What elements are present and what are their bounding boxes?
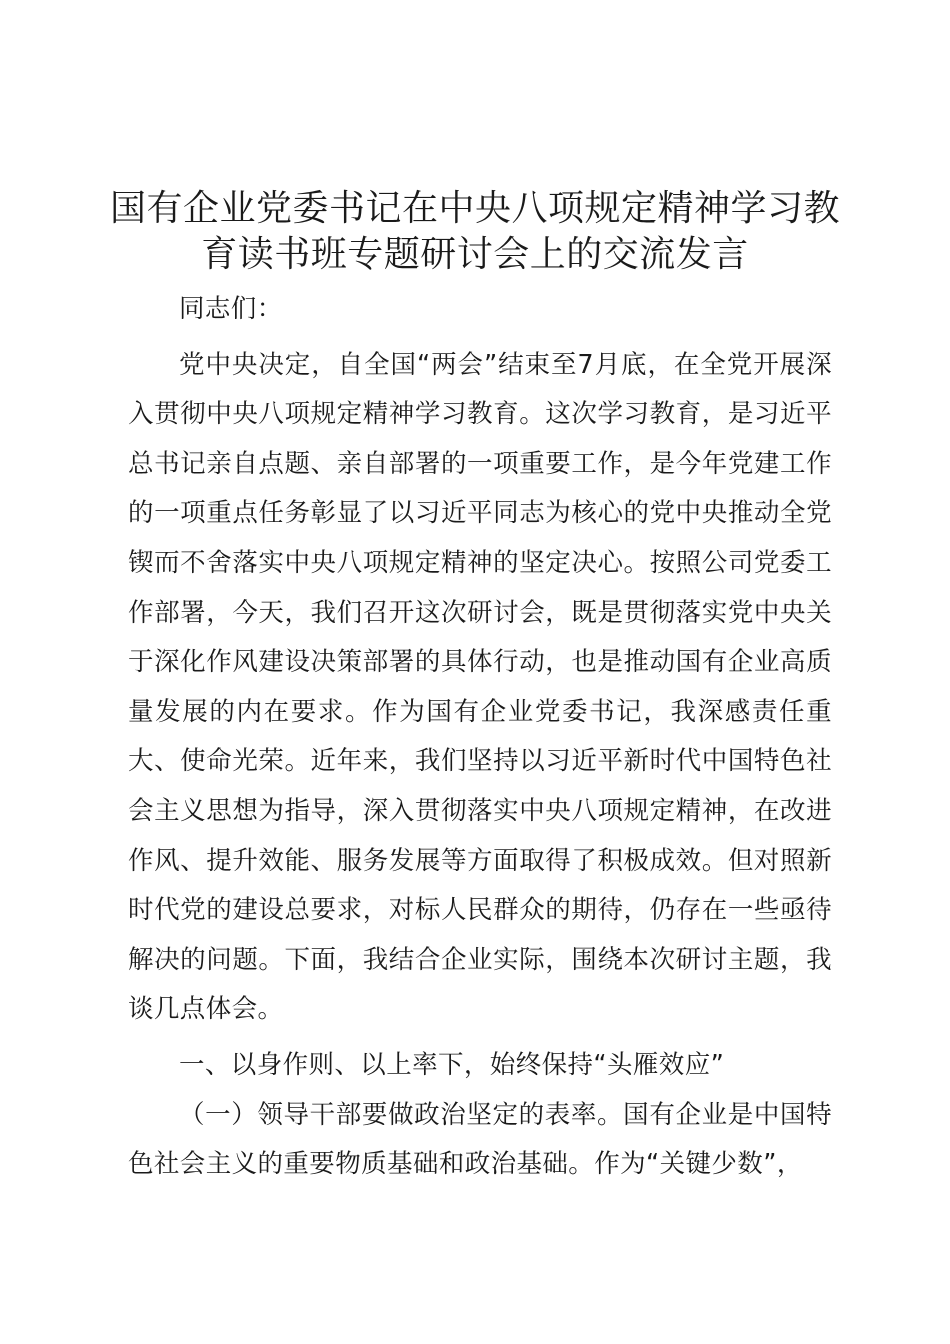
document-title: 国有企业党委书记在中央八项规定精神学习教育读书班专题研讨会上的交流发言 <box>109 188 840 275</box>
intro-paragraph: 党中央决定，自全国“两会”结束至7月底，在全党开展深入贯彻中央八项规定精神学习教育。这次学习教育，是习近平总书记亲自点题、亲自部署的一项重要工作，是今年党建工作的一项重点任务彰显了以习近平同志为核心的党中央推动全党锲而不舍落实中央八项规定精神的坚定决心。按照公司党委工作部署，今天，我们召开这次研讨会，既是贯彻落实党中央关于深化作风建设决策部署的具体行动，也是推动国有企业高质量发展的内在要求。作为国有企业党委书记，我深感责任重大、使命光荣。近年来，我们坚持以习近平新时代中国特色社会主义思想为指导，深入贯彻落实中央八项规定精神，在改进作风、提升效能、服务发展等方面取得了积极成效。但对照新时代党的建设总要求，对标人民群众的期待，仍存在一些亟待解决的问题。下面，我结合企业实际，围绕本次研讨主题，我谈几点体会。 <box>128 349 832 1025</box>
subsection-paragraph: （一）领导干部要做政治坚定的表率。国有企业是中国特色社会主义的重要物质基础和政治基础。作为“关键少数”， <box>128 1099 832 1180</box>
section-heading: 一、以身作则、以上率下，始终保持“头雁效应” <box>179 1049 725 1080</box>
document-body <box>128 285 832 1190</box>
salutation: 同志们： <box>179 294 283 324</box>
